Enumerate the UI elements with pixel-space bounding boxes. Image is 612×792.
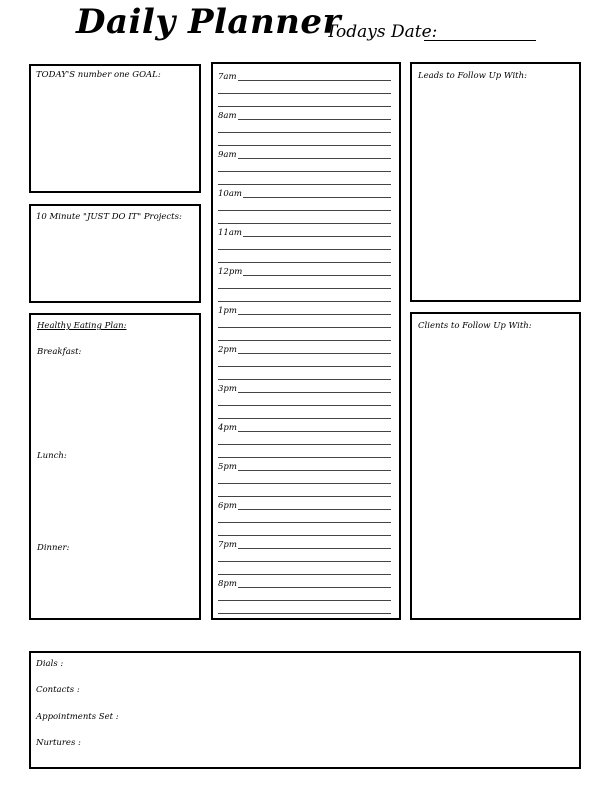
schedule-hour-1pm: 1pm <box>218 306 237 316</box>
schedule-rule[interactable] <box>218 262 391 263</box>
schedule-hour-4pm: 4pm <box>218 423 237 433</box>
schedule-rule[interactable] <box>218 93 391 94</box>
lunch-label: Lunch: <box>37 451 67 461</box>
schedule-rule[interactable] <box>218 613 391 614</box>
clients-box[interactable] <box>410 312 581 620</box>
schedule-rule[interactable] <box>237 431 391 432</box>
schedule-rule[interactable] <box>237 275 391 276</box>
date-label: Todays Date: <box>326 22 438 42</box>
nurtures-label: Nurtures : <box>36 738 81 748</box>
schedule-rule[interactable] <box>218 405 391 406</box>
page-title: Daily Planner <box>76 2 341 42</box>
dials-label: Dials : <box>36 659 64 669</box>
schedule-hour-8pm: 8pm <box>218 579 237 589</box>
clients-label: Clients to Follow Up With: <box>418 321 532 331</box>
schedule-rule[interactable] <box>218 340 391 341</box>
schedule-hour-8am: 8am <box>218 111 237 121</box>
schedule-rule[interactable] <box>218 327 391 328</box>
schedule-hour-3pm: 3pm <box>218 384 237 394</box>
schedule-rule[interactable] <box>237 158 391 159</box>
schedule-rule[interactable] <box>218 184 391 185</box>
schedule-hour-7pm: 7pm <box>218 540 237 550</box>
schedule-rule[interactable] <box>237 548 391 549</box>
schedule-rule[interactable] <box>218 483 391 484</box>
date-entry-line[interactable] <box>424 40 536 41</box>
schedule-rule[interactable] <box>218 574 391 575</box>
schedule-hour-7am: 7am <box>218 72 237 82</box>
dinner-label: Dinner: <box>37 543 70 553</box>
schedule-hour-10am: 10am <box>218 189 242 199</box>
contacts-label: Contacts : <box>36 685 80 695</box>
schedule-rule[interactable] <box>218 600 391 601</box>
schedule-rule[interactable] <box>218 106 391 107</box>
appointments-label: Appointments Set : <box>36 712 119 722</box>
schedule-rule[interactable] <box>218 379 391 380</box>
schedule-rule[interactable] <box>237 197 391 198</box>
schedule-rule[interactable] <box>218 288 391 289</box>
schedule-rule[interactable] <box>218 457 391 458</box>
goal-box[interactable] <box>29 64 201 193</box>
schedule-rule[interactable] <box>218 145 391 146</box>
schedule-rule[interactable] <box>218 522 391 523</box>
schedule-rule[interactable] <box>237 236 391 237</box>
schedule-rule[interactable] <box>237 509 391 510</box>
schedule-rule[interactable] <box>237 392 391 393</box>
schedule-rule[interactable] <box>218 132 391 133</box>
schedule-rule[interactable] <box>218 301 391 302</box>
schedule-hour-2pm: 2pm <box>218 345 237 355</box>
schedule-rule[interactable] <box>218 249 391 250</box>
projects-label: 10 Minute "JUST DO IT" Projects: <box>36 212 182 222</box>
leads-box[interactable] <box>410 62 581 302</box>
eating-plan-label: Healthy Eating Plan: <box>37 321 127 331</box>
schedule-rule[interactable] <box>218 561 391 562</box>
schedule-rule[interactable] <box>237 470 391 471</box>
schedule-rule[interactable] <box>218 171 391 172</box>
schedule-rule[interactable] <box>218 444 391 445</box>
schedule-rule[interactable] <box>218 535 391 536</box>
schedule-rule[interactable] <box>218 223 391 224</box>
schedule-rule[interactable] <box>218 496 391 497</box>
eating-plan-box[interactable] <box>29 313 201 620</box>
schedule-rule[interactable] <box>237 314 391 315</box>
breakfast-label: Breakfast: <box>37 347 82 357</box>
schedule-rule[interactable] <box>237 353 391 354</box>
schedule-rule[interactable] <box>218 366 391 367</box>
schedule-hour-11am: 11am <box>218 228 242 238</box>
schedule-rule[interactable] <box>218 210 391 211</box>
schedule-rule[interactable] <box>237 587 391 588</box>
schedule-rule[interactable] <box>237 80 391 81</box>
schedule-hour-6pm: 6pm <box>218 501 237 511</box>
leads-label: Leads to Follow Up With: <box>418 71 527 81</box>
schedule-hour-12pm: 12pm <box>218 267 243 277</box>
projects-box[interactable] <box>29 204 201 303</box>
goal-label: TODAY'S number one GOAL: <box>36 70 161 80</box>
hourly-schedule-box[interactable] <box>211 62 401 620</box>
stats-box[interactable] <box>29 651 581 769</box>
schedule-rule[interactable] <box>218 418 391 419</box>
schedule-hour-5pm: 5pm <box>218 462 237 472</box>
schedule-hour-9am: 9am <box>218 150 237 160</box>
schedule-rule[interactable] <box>237 119 391 120</box>
